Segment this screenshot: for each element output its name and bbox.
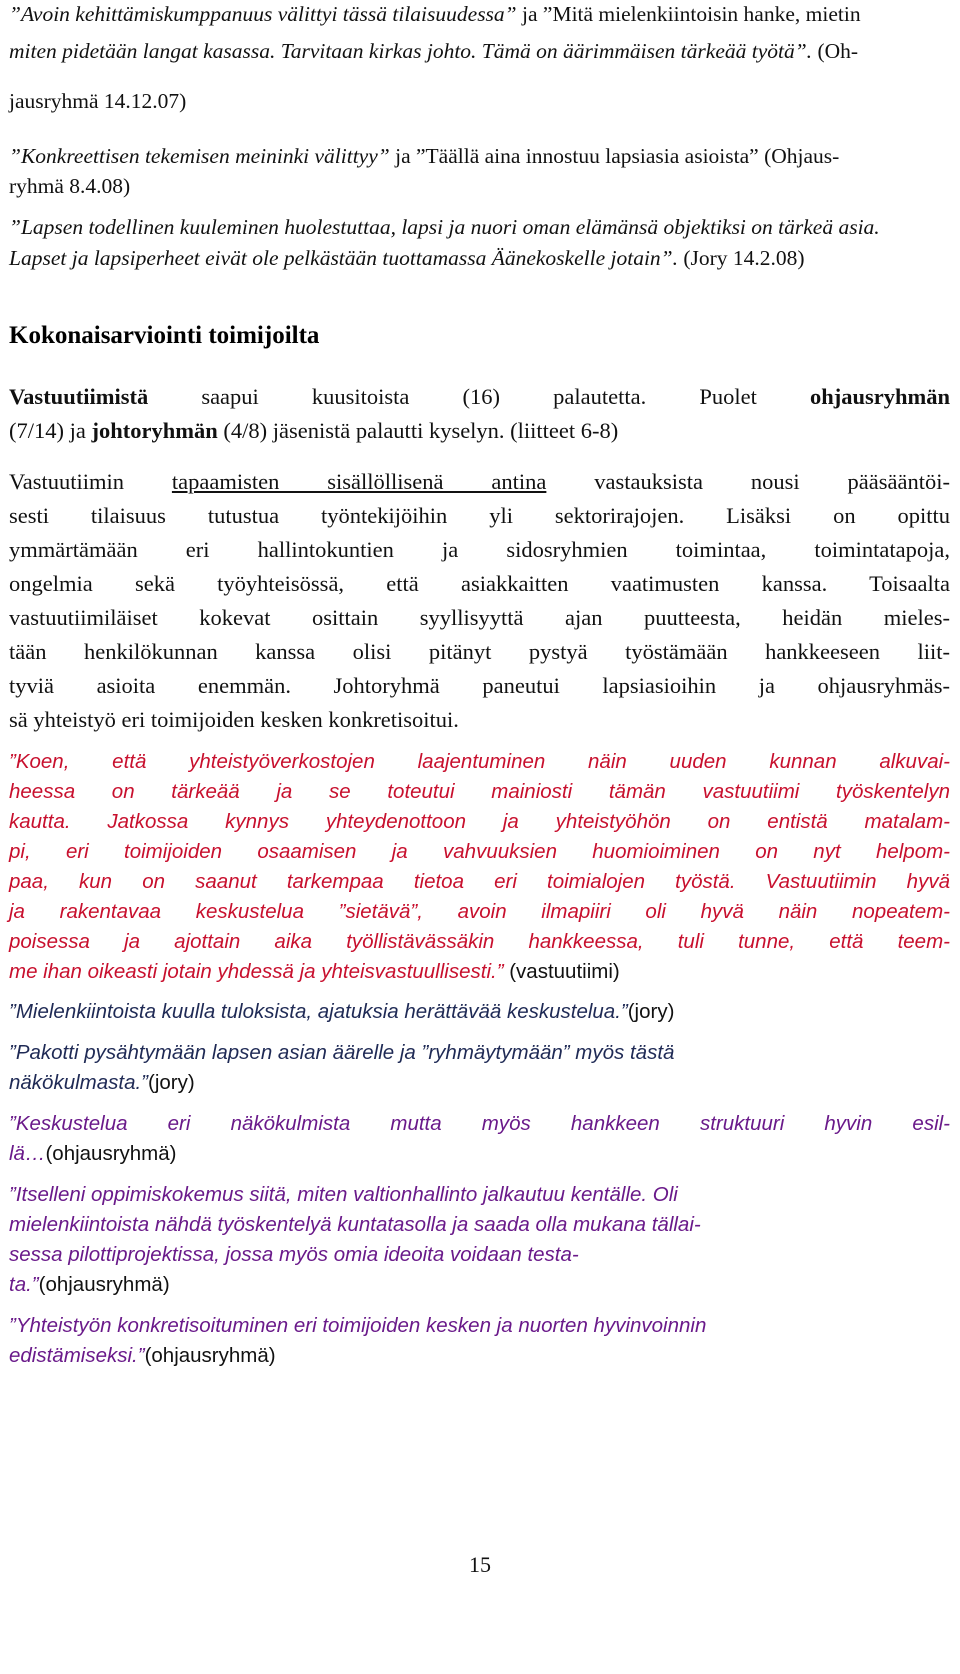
quote-purple-line xyxy=(9,1142,177,1166)
quote-italic: ”Konkreettisen tekemisen meininki välittyy” xyxy=(9,144,390,168)
quote-red-line: poisessa ja ajottain aika työllistävässäkin hankkeessa, tuli tunne, että teem- xyxy=(9,930,950,953)
paragraph-line: tyviä asioita enemmän. Johtoryhmä paneutui lapsiasioihin ja ohjausryhmäs- xyxy=(9,673,950,698)
paragraph-line: ongelmia sekä työyhteisössä, että asiakkaitten vaatimusten kanssa. Toisaalta xyxy=(9,571,950,596)
quote-navy-line xyxy=(9,1071,195,1095)
quote-italic: ”Avoin kehittämiskumppanuus välittyi tässä tilaisuudessa” xyxy=(9,2,517,26)
quote-red-line: pi, eri toimijoiden osaamisen ja vahvuuksien huomioiminen on nyt helpom- xyxy=(9,840,950,863)
quote-purple-line: ”Itselleni oppimiskokemus siitä, miten valtionhallinto jalkautuu kentälle. Oli xyxy=(9,1183,678,1206)
quote-attribution: (vastuutiimi) xyxy=(503,960,620,983)
quote-tail: (Jory 14.2.08) xyxy=(678,246,805,270)
quote-italic: miten pidetään langat kasassa. Tarvitaan kirkas johto. Tämä on äärimmäisen tärkeää työtä”. xyxy=(9,39,813,63)
quote-purple-line: ”Yhteistyön konkretisoituminen eri toimijoiden kesken ja nuorten hyvinvoinnin xyxy=(9,1314,707,1337)
intro-quote-line xyxy=(9,37,858,65)
intro-quote-line xyxy=(9,142,839,170)
quote-attribution: (ohjausryhmä) xyxy=(45,1142,177,1165)
paragraph-line xyxy=(9,469,950,495)
quote-red-line: ”Koen, että yhteistyöverkostojen laajentuminen näin uuden kunnan alkuvai- xyxy=(9,750,950,773)
paragraph-line: tään henkilökunnan kanssa olisi pitänyt pystyä työstämään hankkeeseen liit- xyxy=(9,639,950,664)
quote-red-line: heessa on tärkeää ja se toteutui mainiosti tämän vastuutiimi työskentelyn xyxy=(9,780,950,803)
paragraph-line: sä yhteistyö eri toimijoiden kesken konkretisoitui. xyxy=(9,707,459,732)
quote-red-line: kautta. Jatkossa kynnys yhteydenottoon ja yhteistyöhön on entistä matalam- xyxy=(9,810,950,833)
quote-tail: jausryhmä 14.12.07) xyxy=(9,89,187,113)
quote-italic: Lapset ja lapsiperheet eivät ole pelkästään tuottamassa Äänekoskelle jotain”. xyxy=(9,246,678,270)
quote-purple-line: ”Keskustelua eri näkökulmista mutta myös hankkeen struktuuri hyvin esil- xyxy=(9,1112,950,1135)
quote-purple-line xyxy=(9,1273,170,1297)
quote-italic: ”Lapsen todellinen kuuleminen huolestuttaa, lapsi ja nuori oman elämänsä objektiksi on tärkeä asia. xyxy=(9,215,880,239)
quote-tail: ja ”Täällä aina innostuu lapsiasia asioista” (Ohjaus- xyxy=(389,144,840,168)
text-run: Vastuutiimin xyxy=(9,469,172,494)
quote-navy-line: ”Pakotti pysähtymään lapsen asian äärelle ja ”ryhmäytymään” myös tästä xyxy=(9,1041,675,1064)
quote-red-line: paa, kun on saanut tarkempaa tietoa eri toimialojen työstä. Vastuutiimin hyvä xyxy=(9,870,950,893)
paragraph-line: ymmärtämään eri hallintokuntien ja sidosryhmien toimintaa, toimintatapoja, xyxy=(9,537,950,562)
quote-red-line: ja rakentavaa keskustelua ”sietävä”, avoin ilmapiiri oli hyvä näin nopeatem- xyxy=(9,900,950,923)
quote-text: me ihan oikeasti jotain yhdessä ja yhteisvastuullisesti.” xyxy=(9,960,504,983)
paragraph-line xyxy=(9,384,950,410)
text-run: saapui kuusitoista (16) palautetta. Puolet xyxy=(148,384,810,409)
intro-quote-line xyxy=(9,87,186,115)
quote-text: ta.” xyxy=(9,1273,39,1296)
paragraph-line: sesti tilaisuus tutustua työntekijöihin yli sektorirajojen. Lisäksi on opittu xyxy=(9,503,950,528)
quote-text: ”Mielenkiintoista kuulla tuloksista, ajatuksia herättävää keskustelua.” xyxy=(9,1000,628,1023)
intro-quote-line xyxy=(9,0,861,28)
text-run: (4/8) jäsenistä palautti kyselyn. (liitteet 6-8) xyxy=(217,418,619,443)
page-number: 15 xyxy=(469,1552,491,1577)
quote-tail: ryhmä 8.4.08) xyxy=(9,174,131,198)
bold-term: johtoryhmän xyxy=(91,418,218,443)
text-run: (7/14) ja xyxy=(9,418,92,443)
bold-term: Vastuutiimistä xyxy=(9,384,149,409)
quote-purple-line: sessa pilottiprojektissa, jossa myös omia ideoita voidaan testa- xyxy=(9,1243,579,1266)
quote-text: näkökulmasta.” xyxy=(9,1071,149,1094)
intro-quote-line xyxy=(9,172,130,200)
intro-quote-line xyxy=(9,213,880,241)
quote-attribution: (ohjausryhmä) xyxy=(144,1344,276,1367)
quote-attribution: (jory) xyxy=(148,1071,195,1094)
underlined-phrase: tapaamisten sisällöllisenä antina xyxy=(171,469,547,494)
text-run: vastauksista nousi pääsääntöi- xyxy=(546,469,950,494)
intro-quote-line xyxy=(9,244,805,272)
quote-red-line xyxy=(9,960,620,984)
section-heading: Kokonaisarviointi toimijoilta xyxy=(9,322,320,349)
quote-tail: (Oh- xyxy=(812,39,859,63)
quote-attribution: (jory) xyxy=(627,1000,675,1023)
quote-attribution: (ohjausryhmä) xyxy=(38,1273,170,1296)
paragraph-line: vastuutiimiläiset kokevat osittain syyllisyyttä ajan puutteesta, heidän mieles- xyxy=(9,605,950,630)
quote-purple-line: mielenkiintoista nähdä työskentelyä kuntatasolla ja saada olla mukana tällai- xyxy=(9,1213,701,1236)
quote-text: edistämiseksi.” xyxy=(9,1344,145,1367)
quote-text: lä… xyxy=(9,1142,46,1165)
quote-tail: ja ”Mitä mielenkiintoisin hanke, mietin xyxy=(516,2,861,26)
paragraph-line xyxy=(9,418,618,444)
quote-navy-line xyxy=(9,1000,674,1024)
bold-term: ohjausryhmän xyxy=(809,384,950,409)
quote-purple-line xyxy=(9,1344,276,1368)
